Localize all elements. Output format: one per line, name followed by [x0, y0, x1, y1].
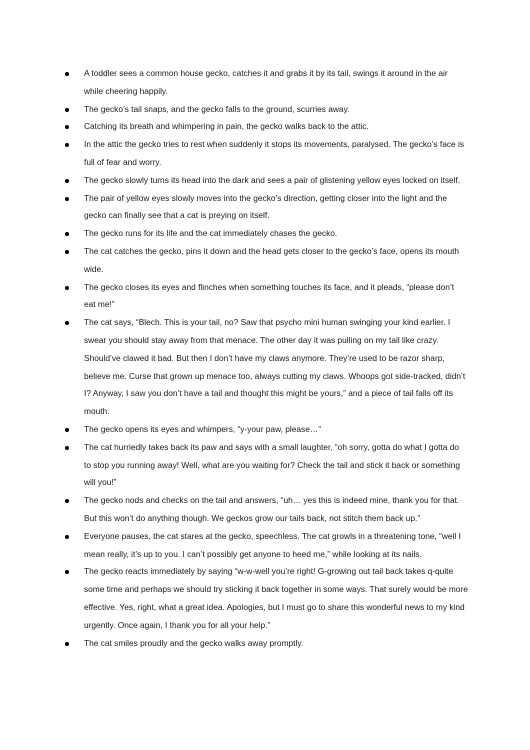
- list-item-text: The gecko runs for its life and the cat immediately chases the gecko.: [84, 228, 338, 239]
- list-item-text: A toddler sees a common house gecko, catches it and grabs it by its tail, swings it around in the air while cheering happily.: [84, 68, 448, 96]
- bullet-icon: [65, 232, 69, 236]
- list-item: [64, 136, 468, 172]
- bullet-icon: [65, 250, 69, 254]
- list-item-text: In the attic the gecko tries to rest when suddenly it stops its movements, paralysed. The gecko’s face is full of fear and worry.: [84, 139, 464, 167]
- list-item-text: The gecko’s tail snaps, and the gecko falls to the ground, scurries away.: [84, 103, 350, 114]
- bullet-icon: [65, 446, 69, 450]
- bullet-icon: [65, 125, 69, 129]
- bullet-icon: [65, 108, 69, 112]
- list-item-text: The gecko reacts immediately by saying “w-w-well you’re right! G-growing out tail back takes q-quite some time and perhaps we should try sticking it back together in some ways. That surely would be more effective. Yes, right, what a great idea. Apologies, but I must go to share this wonderful news to my kind urgently. Once again, I thank you for all your help.”: [84, 566, 468, 630]
- list-item: [64, 190, 468, 226]
- bullet-icon: [65, 143, 69, 147]
- list-item-text: The cat smiles proudly and the gecko walks away promptly.: [84, 637, 304, 648]
- list-item-text: The gecko nods and checks on the tail and answers, “uh… yes this is indeed mine, thank you for that. But this won’t do anything though. We geckos grow our tails back, not stitch them back up.”: [84, 495, 460, 523]
- bullet-icon: [65, 499, 69, 503]
- list-item: [64, 635, 468, 653]
- list-item: [64, 172, 468, 190]
- bullet-icon: [65, 321, 69, 325]
- list-item: [64, 492, 468, 528]
- list-item-text: The cat says, “Blech. This is your tail, no? Saw that psycho mini human swinging your kind earlier. I swear you should stay away from that menace. The other day it was pulling on my tail like crazy. Should’ve clawed it bad. But then I don’t have my claws anymore. They’re used to be razor sharp, believe me. Curse that grown up menace too, always cutting my claws. Whoops got side-tracked, didn’t I? Anyway, I saw you don’t have a tail and thought this might be yours,” and a piece of tail falls off its mouth.: [84, 317, 466, 417]
- list-item-text: Everyone pauses, the cat stares at the gecko, speechless. The cat growls in a threatening tone, “well I mean really, it’s up to you. I can’t possibly get anyone to heed me,” while looking at its nails.: [84, 530, 461, 559]
- list-item-text: The cat hurriedly takes back its paw and says with a small laughter, “oh sorry, gotta do what I gotta do to stop you running away! Well, what are you waiting for? Check the tail and stick it back or something will you!”: [84, 441, 460, 488]
- list-item-text: The cat catches the gecko, pins it down and the head gets closer to the gecko’s face, opens its mouth wide.: [84, 245, 460, 274]
- list-item: [64, 314, 468, 421]
- list-item: [64, 563, 468, 634]
- list-item: [64, 65, 468, 101]
- list-item: [64, 528, 468, 564]
- bullet-icon: [65, 642, 69, 646]
- list-item-text: The pair of yellow eyes slowly moves into the gecko’s direction, getting closer into the light and the gecko can finally see that a cat is preying on itself.: [84, 192, 447, 221]
- story-bullet-list: [64, 65, 468, 652]
- bullet-icon: [65, 286, 69, 290]
- list-item: [64, 439, 468, 492]
- list-item-text: The gecko slowly turns its head into the dark and sees a pair of glistening yellow eyes locked on itself.: [84, 174, 461, 185]
- list-item: [64, 118, 468, 136]
- list-item-text: The gecko closes its eyes and flinches when something touches its face, and it pleads, “please don’t eat me!”: [84, 281, 455, 310]
- bullet-icon: [65, 535, 69, 539]
- list-item-text: Catching its breath and whimpering in pain, the gecko walks back to the attic.: [84, 121, 369, 132]
- bullet-icon: [65, 570, 69, 574]
- list-item-text: The gecko opens its eyes and whimpers, “y-your paw, please…”: [84, 423, 321, 434]
- list-item: [64, 243, 468, 279]
- list-item: [64, 279, 468, 315]
- list-item: [64, 225, 468, 243]
- bullet-icon: [65, 197, 69, 201]
- bullet-icon: [65, 72, 69, 76]
- list-item: [64, 421, 468, 439]
- bullet-icon: [65, 428, 69, 432]
- bullet-icon: [65, 179, 69, 183]
- list-item: [64, 101, 468, 119]
